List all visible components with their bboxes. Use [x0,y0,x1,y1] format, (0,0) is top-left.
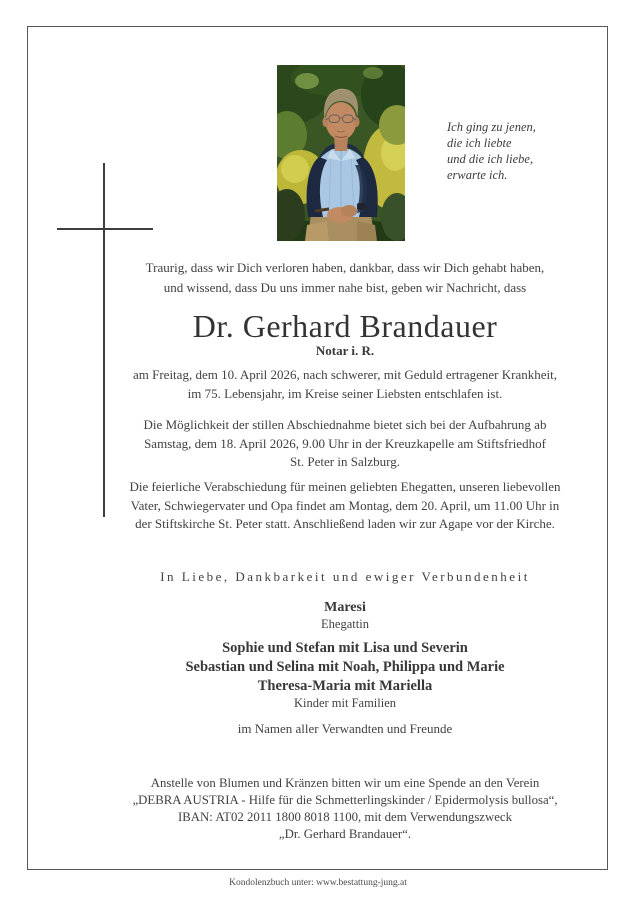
closing-line: In Liebe, Dankbarkeit und ewiger Verbundenheit [160,569,530,584]
spouse-role: Ehegattin [321,617,369,631]
condolence-book-note: Kondolenzbuch unter: www.bestattung-jung.at [229,878,407,888]
spouse-name: Maresi [324,600,366,615]
intro-line: Traurig, dass wir Dich verloren haben, dankbar, dass wir Dich gehabt haben, [145,260,545,275]
quote-line: Ich ging zu jenen, [447,120,536,134]
quote-line: und die ich liebe, [447,152,534,166]
farewell-line: Vater, Schwiegervater und Opa findet am Montag, dem 20. April, um 11.00 Uhr in [130,497,560,513]
death-info-paragraph [100,365,590,403]
children-label: Kinder mit Familien [293,696,397,710]
donation-paragraph [100,775,590,843]
memorial-quote [447,119,536,183]
deceased-title: Notar i. R. [315,343,375,358]
farewell-paragraph [100,478,590,534]
intro-line: und wissend, dass Du uns immer nahe bist, geben wir Nachricht, dass [163,280,527,295]
donation-line: „DEBRA AUSTRIA - Hilfe für die Schmetterlingskinder / Epidermolysis bullosa“, [132,793,558,807]
portrait-photo [277,65,405,241]
quote-line: erwarte ich. [447,168,508,182]
deceased-name: Dr. Gerhard Brandauer [192,308,498,344]
children-line: Sophie und Stefan mit Lisa und Severin [222,640,468,656]
death-info-line: am Freitag, dem 10. April 2026, nach schwerer, mit Geduld ertragener Krankheit, [132,367,557,382]
donation-line: Anstelle von Blumen und Kränzen bitten wir um eine Spende an den Verein [150,776,540,790]
quote-line: die ich liebte [447,136,512,150]
viewing-paragraph [100,416,590,472]
viewing-line: Die Möglichkeit der stillen Abschiednahme bietet sich bei der Aufbahrung ab [143,417,547,432]
viewing-line: St. Peter in Salzburg. [290,454,400,469]
cross-horizontal-bar [57,228,153,230]
death-info-line: im 75. Lebensjahr, im Kreise seiner Liebsten entschlafen ist. [187,386,503,401]
viewing-line: Samstag, dem 18. April 2026, 9.00 Uhr in der Kreuzkapelle am Stiftsfriedhof [144,435,546,451]
farewell-line: Die feierliche Verabschiedung für meinen geliebten Ehegatten, unseren liebevollen [129,479,561,494]
children-line: Theresa-Maria mit Mariella [257,678,433,694]
donation-line: „Dr. Gerhard Brandauer“. [278,827,412,841]
intro-paragraph [100,258,590,298]
donation-line: IBAN: AT02 2011 1800 8018 1100, mit dem Verwendungszweck [178,810,512,824]
on-behalf-line: im Namen aller Verwandten und Freunde [237,721,453,736]
farewell-line: der Stiftskirche St. Peter statt. Anschließend laden wir zur Agape vor der Kirche. [135,516,555,531]
children-line: Sebastian und Selina mit Noah, Philippa und Marie [185,659,505,675]
children-names [100,639,590,696]
